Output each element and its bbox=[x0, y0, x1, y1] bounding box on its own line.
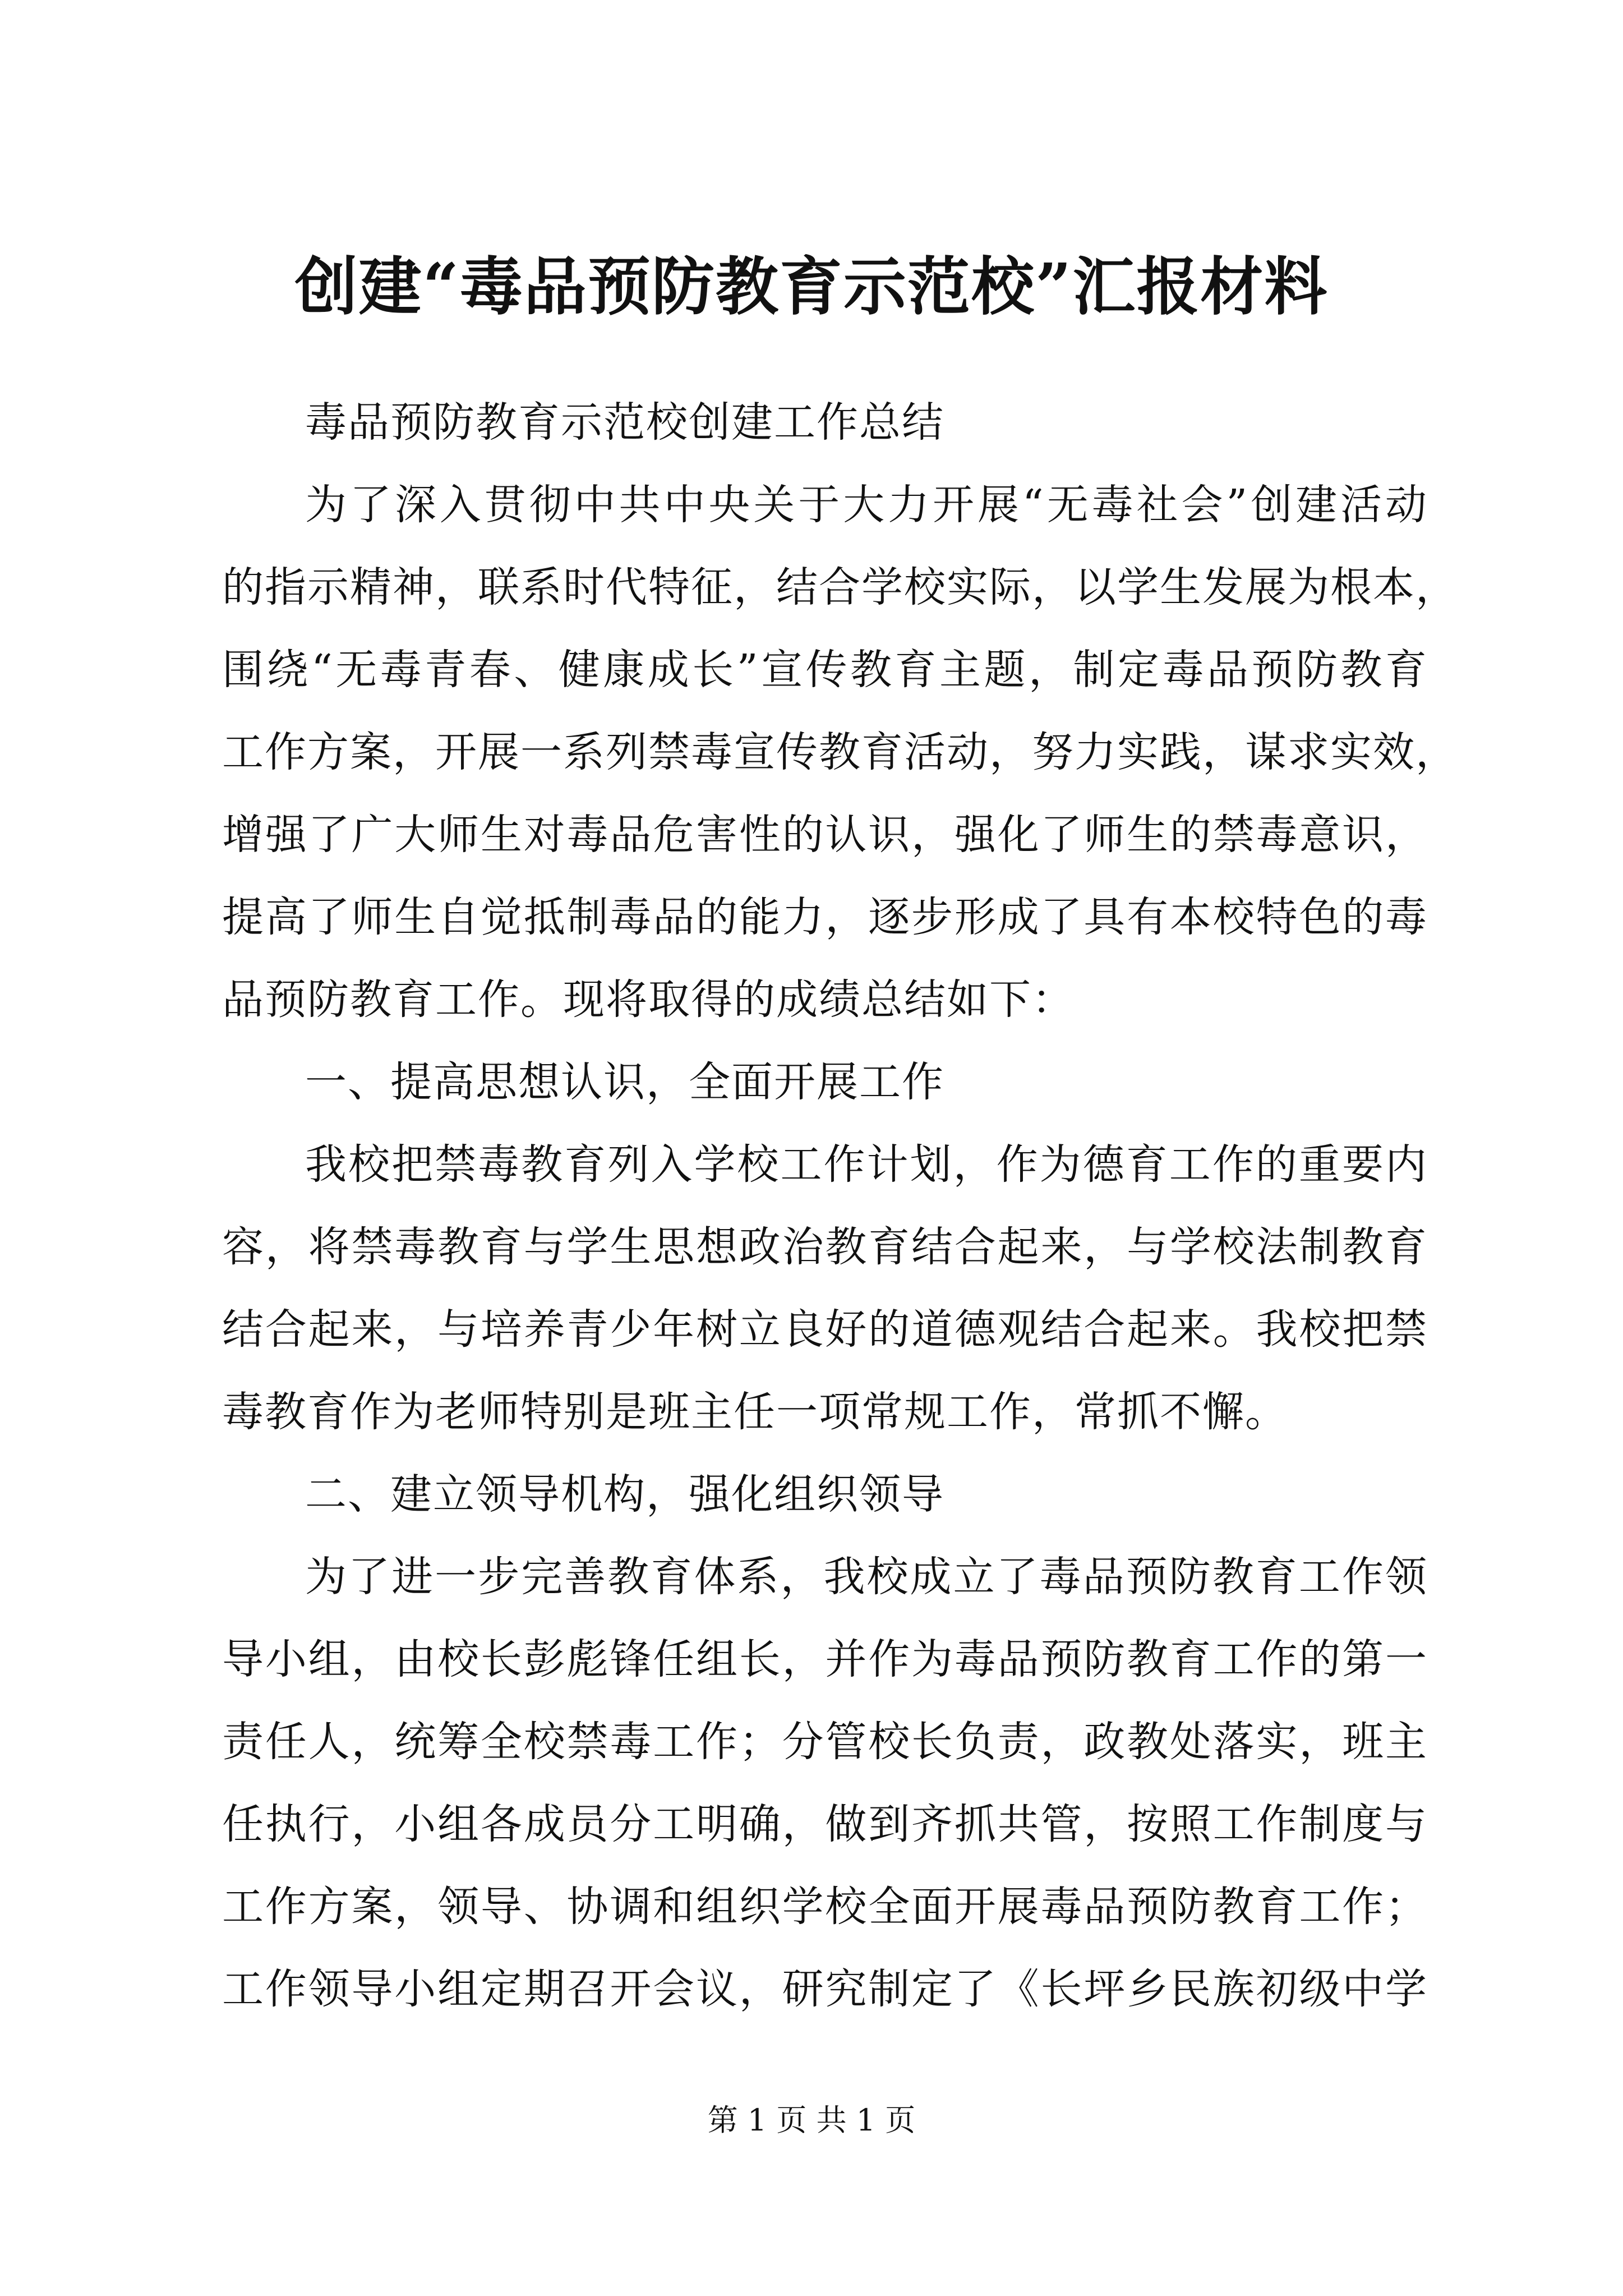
paragraph-line: 为了深入贯彻中共中央关于大力开展“无毒社会”创建活动 bbox=[305, 481, 1428, 529]
paragraph-line: 容，将禁毒教育与学生思想政治教育结合起来，与学校法制教育 bbox=[222, 1223, 1428, 1271]
paragraph-line: 的指示精神，联系时代特征，结合学校实际，以学生发展为根本， bbox=[222, 563, 1458, 611]
paragraph-line: 责任人，统筹全校禁毒工作；分管校长负责，政教处落实，班主 bbox=[222, 1718, 1428, 1766]
paragraph-line: 品预防教育工作。现将取得的成绩总结如下： bbox=[222, 976, 1075, 1024]
paragraph-line: 任执行，小组各成员分工明确，做到齐抓共管，按照工作制度与 bbox=[222, 1800, 1428, 1848]
paragraph-line: 毒教育作为老师特别是班主任一项常规工作，常抓不懈。 bbox=[222, 1388, 1288, 1436]
section-heading: 二、建立领导机构，强化组织领导 bbox=[305, 1470, 944, 1519]
paragraph-line: 增强了广大师生对毒品危害性的认识，强化了师生的禁毒意识， bbox=[222, 811, 1428, 859]
paragraph-line: 为了进一步完善教育体系，我校成立了毒品预防教育工作领 bbox=[305, 1553, 1428, 1601]
section-heading: 一、提高思想认识，全面开展工作 bbox=[305, 1058, 944, 1106]
paragraph-line: 提高了师生自觉抵制毒品的能力，逐步形成了具有本校特色的毒 bbox=[222, 893, 1428, 941]
subtitle-line: 毒品预防教育示范校创建工作总结 bbox=[305, 398, 944, 447]
paragraph-line: 导小组，由校长彭彪锋任组长，并作为毒品预防教育工作的第一 bbox=[222, 1635, 1428, 1683]
paragraph-line: 结合起来，与培养青少年树立良好的道德观结合起来。我校把禁 bbox=[222, 1305, 1428, 1354]
paragraph-line: 我校把禁毒教育列入学校工作计划，作为德育工作的重要内 bbox=[305, 1140, 1428, 1189]
paragraph-line: 工作领导小组定期召开会议，研究制定了《长坪乡民族初级中学 bbox=[222, 1965, 1428, 2013]
document-body bbox=[222, 381, 1458, 2031]
document-title: 创建“毒品预防教育示范校”汇报材料 bbox=[294, 250, 1329, 324]
paragraph-line: 围绕“无毒青春、健康成长”宣传教育主题，制定毒品预防教育 bbox=[222, 646, 1428, 694]
paragraph-line: 工作方案，开展一系列禁毒宣传教育活动，努力实践，谋求实效， bbox=[222, 728, 1458, 776]
paragraph-line: 工作方案，领导、协调和组织学校全面开展毒品预防教育工作； bbox=[222, 1883, 1428, 1931]
page-number-footer: 第 1 页 共 1 页 bbox=[707, 2102, 916, 2138]
